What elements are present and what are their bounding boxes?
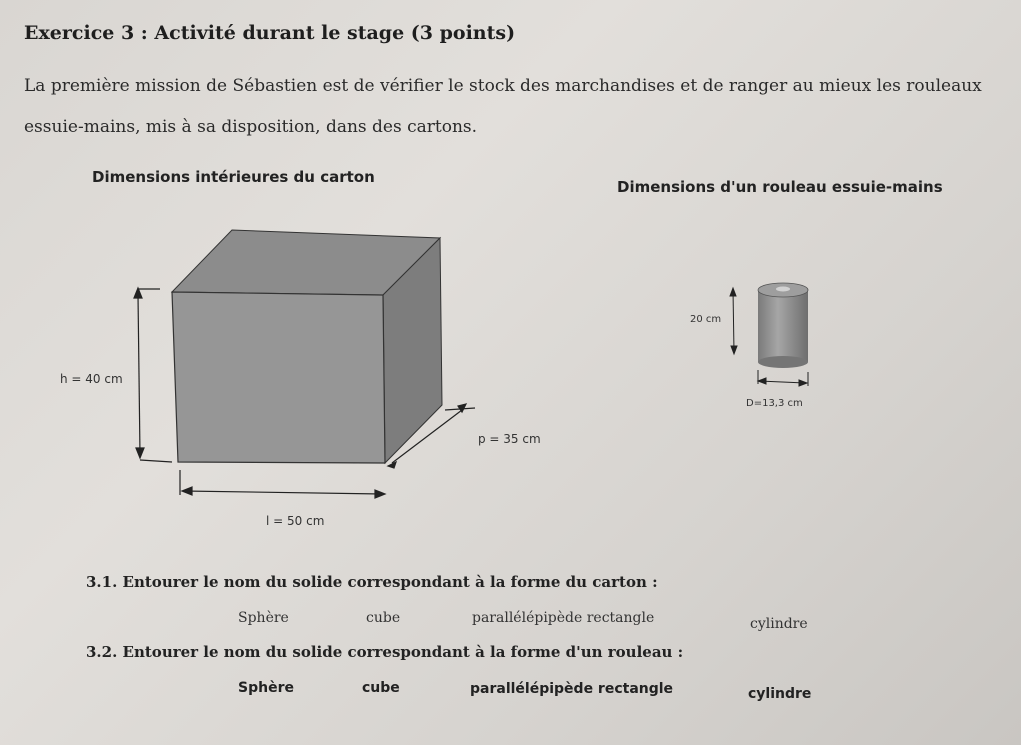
q1-option-cube[interactable]: cube <box>366 610 401 626</box>
q2-option-cube[interactable]: cube <box>362 680 400 696</box>
q2-option-parallelepipede[interactable]: parallélépipède rectangle <box>470 681 674 697</box>
carton-caption: Dimensions intérieures du carton <box>92 168 375 186</box>
q1-option-sphere[interactable]: Sphère <box>238 610 289 626</box>
q1-option-cylindre[interactable]: cylindre <box>750 616 808 632</box>
exercise-title: Exercice 3 : Activité durant le stage (3 points) <box>24 22 516 44</box>
carton-height-label: h = 40 cm <box>60 372 123 386</box>
carton-length-arrow <box>180 470 385 498</box>
rouleau-diameter-label: D=13,3 cm <box>746 398 803 409</box>
rouleau-height-arrow <box>730 288 737 354</box>
q1-option-parallelepipede[interactable]: parallélépipède rectangle <box>472 610 655 626</box>
exercise-intro: La première mission de Sébastien est de vérifier le stock des marchandises et de ranger au mieux les rouleaux essuie-mains, mis à sa disposition, dans des cartons. <box>24 76 982 137</box>
carton-front-face <box>172 292 385 463</box>
question-3-1: 3.1. Entourer le nom du solide correspondant à la forme du carton : <box>86 573 658 591</box>
carton-length-label: l = 50 cm <box>266 514 325 528</box>
question-3-2: 3.2. Entourer le nom du solide correspondant à la forme d'un rouleau : <box>86 643 684 661</box>
q2-option-cylindre[interactable]: cylindre <box>748 686 812 702</box>
carton-height-arrow <box>134 288 172 462</box>
rouleau-diameter-arrow <box>758 370 808 386</box>
rouleau-height-label: 20 cm <box>690 314 722 325</box>
carton-depth-label: p = 35 cm <box>478 432 541 446</box>
q2-option-sphere[interactable]: Sphère <box>238 680 294 696</box>
rouleau-figure <box>758 283 808 368</box>
rouleau-caption: Dimensions d'un rouleau essuie-mains <box>617 178 943 196</box>
